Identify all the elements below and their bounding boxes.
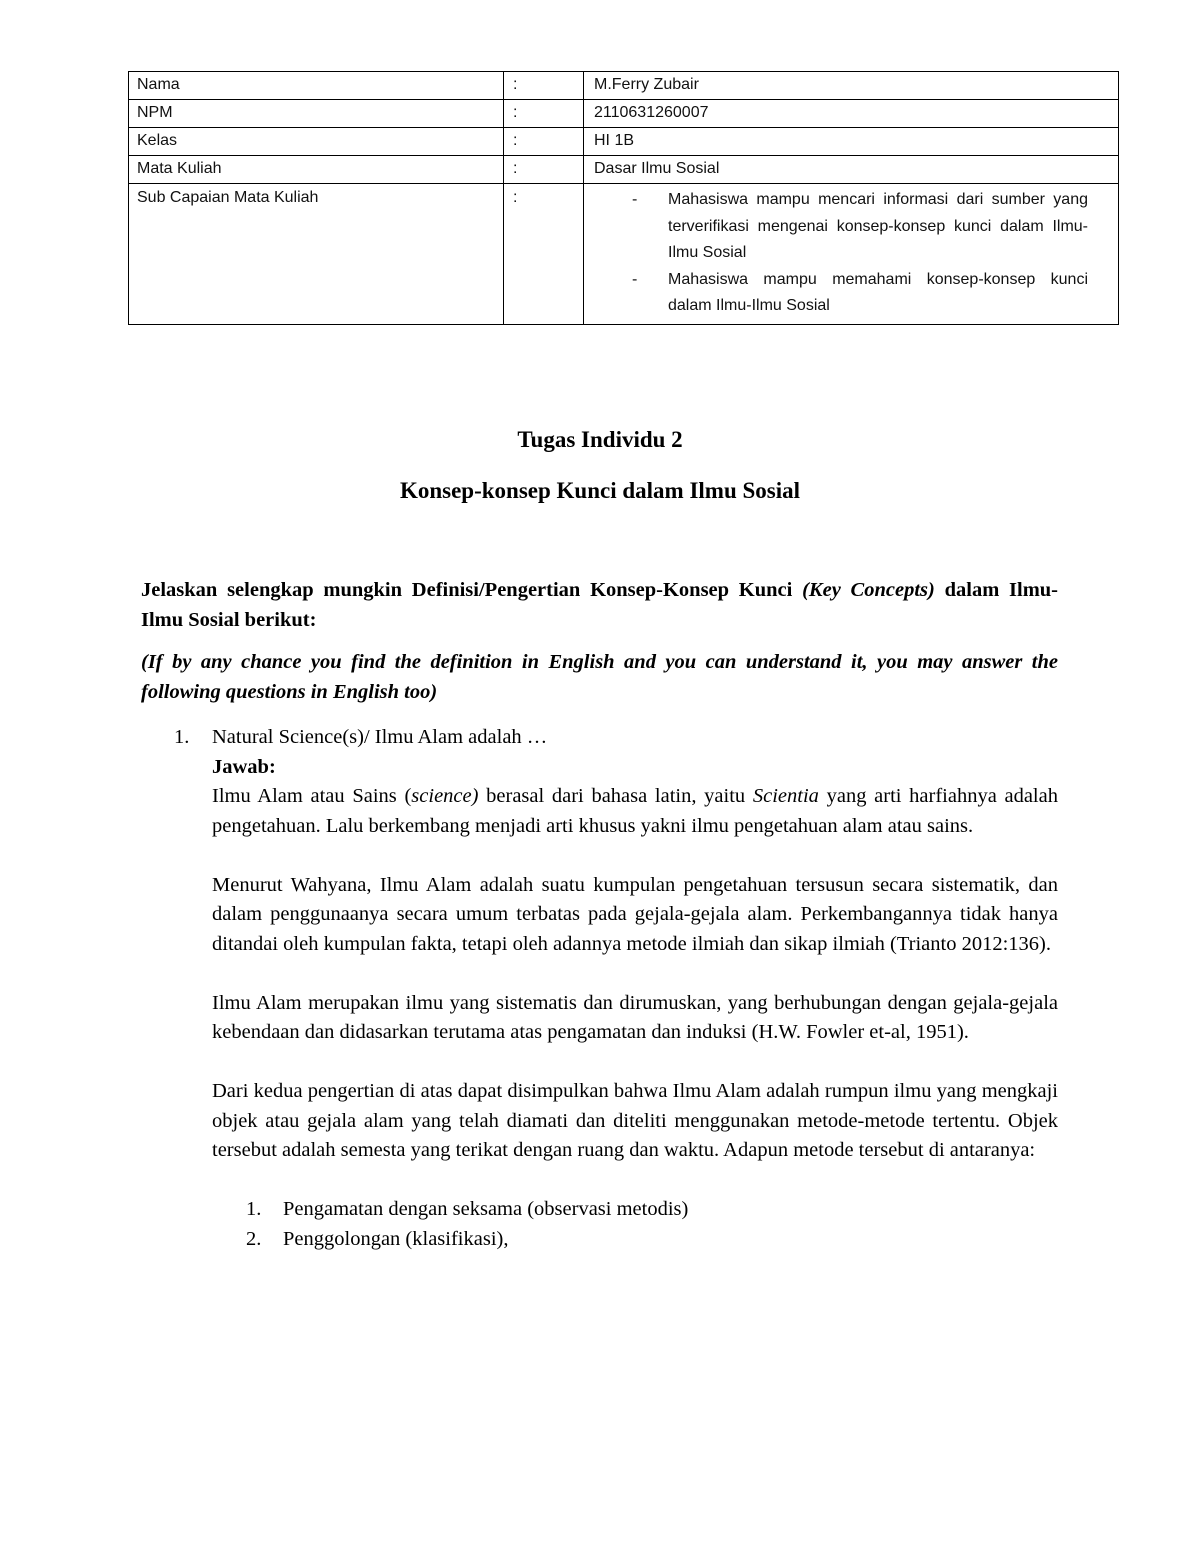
instruction-italic: (Key Concepts) [802, 579, 935, 601]
method-list [212, 1195, 1058, 1254]
english-note: (If by any chance you find the definition in English and you can understand it, you may answer the following questions in English too) [141, 651, 1058, 703]
table-row [129, 100, 1119, 128]
value-npm: 2110631260007 [584, 100, 1119, 128]
label-nama: Nama [129, 72, 504, 100]
question-number: 1. [174, 726, 190, 748]
list-item [212, 1225, 1058, 1255]
answer-paragraph: Ilmu Alam merupakan ilmu yang sistematis dan dirumuskan, yang berhubungan dengan gejala-gejala kebendaan dan didasarkan terutama atas pengamatan dan induksi (H.W. Fowler et-al, 1951). [212, 991, 1058, 1043]
list-number: 1. [246, 1198, 262, 1220]
italic-run: science) [411, 785, 479, 807]
value-kelas: HI 1B [584, 128, 1119, 156]
page-title: Tugas Individu 2 [517, 427, 683, 452]
label-mata-kuliah: Mata Kuliah [129, 156, 504, 184]
colon: : [504, 128, 584, 156]
method-text: Penggolongan (klasifikasi), [283, 1227, 509, 1250]
table-row [129, 184, 1119, 325]
question-content [212, 723, 1058, 1254]
label-kelas: Kelas [129, 128, 504, 156]
list-item [212, 1195, 1058, 1225]
question-text: Natural Science(s)/ Ilmu Alam adalah … [212, 726, 548, 748]
list-item [594, 267, 1110, 320]
colon: : [504, 100, 584, 128]
italic-run: Scientia [752, 785, 819, 807]
table-row [129, 72, 1119, 100]
answer-paragraph [212, 782, 1058, 841]
question-item [141, 723, 1058, 1254]
text-run: berasal dari bahasa latin, yaitu [478, 785, 753, 807]
colon: : [504, 156, 584, 184]
colon: : [504, 72, 584, 100]
page-subtitle: Konsep-konsep Kunci dalam Ilmu Sosial [399, 478, 801, 503]
text-run: Ilmu Alam atau Sains ( [212, 785, 412, 807]
list-number: 2. [246, 1227, 262, 1250]
dash-bullet: - [632, 191, 638, 208]
value-mata-kuliah: Dasar Ilmu Sosial [584, 156, 1119, 184]
outcome-text: Mahasiswa mampu memahami konsep-konsep kunci dalam Ilmu-Ilmu Sosial [668, 270, 1088, 314]
instruction-text [141, 576, 1058, 635]
answer-paragraph: Dari kedua pengertian di atas dapat disimpulkan bahwa Ilmu Alam adalah rumpun ilmu yang mengkaji objek atau gejala alam yang telah diamati dan diteliti menggunakan metode-metode tertentu. Objek tersebut adalah semesta yang terikat dengan ruang dan waktu. Adapun metode tersebut di antaranya: [212, 1080, 1058, 1161]
table-row [129, 156, 1119, 184]
answer-paragraph: Menurut Wahyana, Ilmu Alam adalah suatu kumpulan pengetahuan tersusun secara sistematik, dan dalam penggunaanya secara umum terbatas pada gejala-gejala alam. Perkembangannya tidak hanya ditandai oleh kumpulan fakta, tetapi oleh adannya metode ilmiah dan sikap ilmiah (Trianto 2012:136). [212, 873, 1058, 955]
label-npm: NPM [129, 100, 504, 128]
value-sub-capaian [584, 184, 1119, 325]
dash-bullet: - [632, 270, 638, 288]
method-text: Pengamatan dengan seksama (observasi metodis) [283, 1198, 689, 1220]
table-row [129, 128, 1119, 156]
text-run: yang arti harfiahnya adalah pengetahuan. Lalu berkembang menjadi arti khusus yakni ilmu pengetahuan alam atau sains. [212, 785, 1058, 837]
answer-label: Jawab: [212, 755, 276, 778]
student-info-table [128, 71, 1119, 325]
outcome-text: Mahasiswa mampu mencari informasi dari sumber yang terverifikasi mengenai konsep-konsep kunci dalam Ilmu-Ilmu Sosial [668, 191, 1088, 261]
list-item [594, 187, 1110, 267]
instruction-part: dalam Ilmu-Ilmu Sosial berikut: [141, 579, 1059, 631]
learning-outcomes-list [594, 187, 1110, 320]
value-nama: M.Ferry Zubair [584, 72, 1119, 100]
instruction-part: Jelaskan selengkap mungkin Definisi/Pengertian Konsep-Konsep Kunci [141, 579, 803, 601]
colon: : [504, 184, 584, 325]
label-sub-capaian: Sub Capaian Mata Kuliah [129, 184, 504, 325]
